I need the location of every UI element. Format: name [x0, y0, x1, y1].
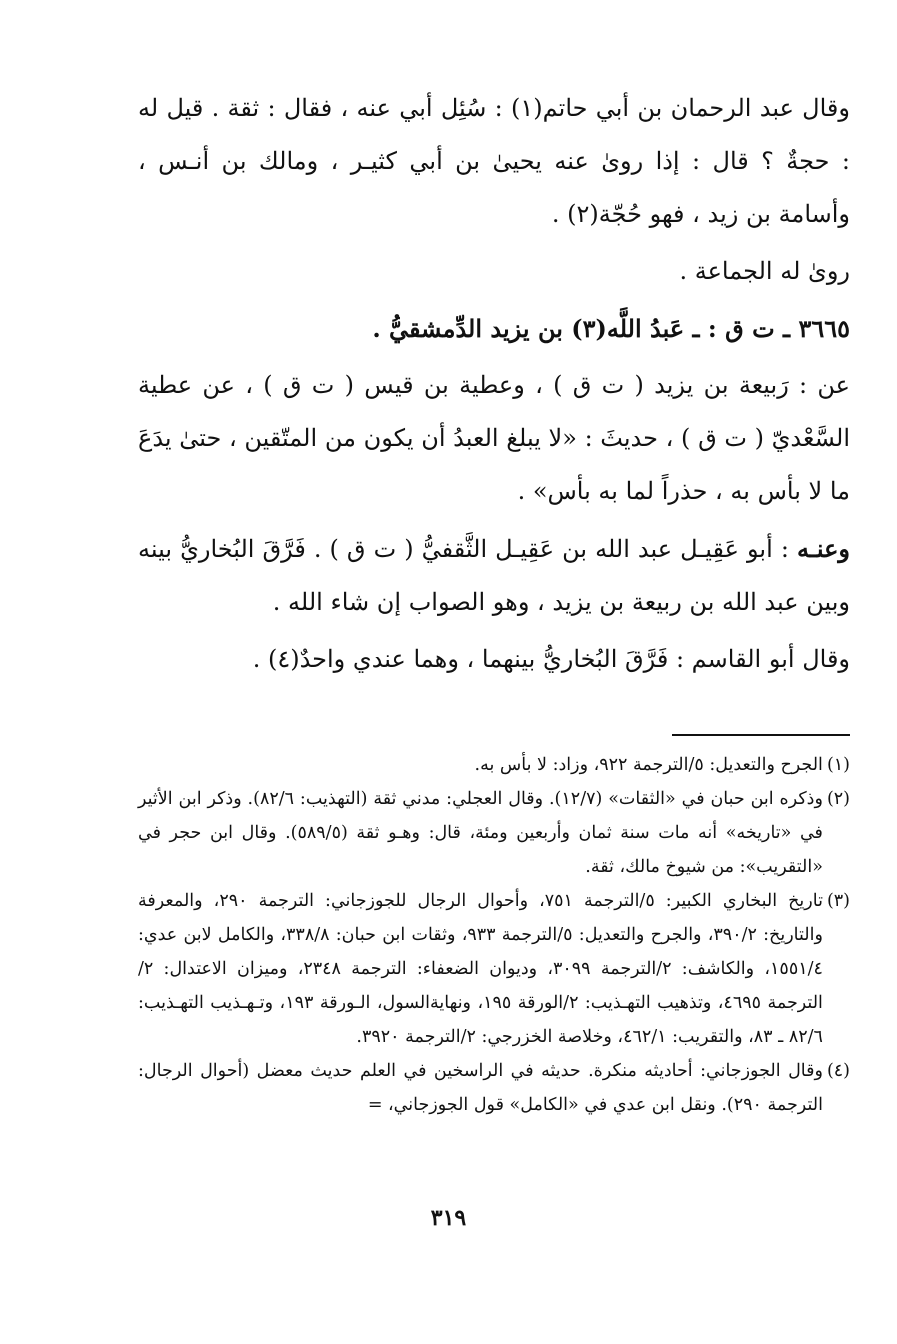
footnotes [138, 748, 850, 1122]
footnote-text: وقال الجوزجاني: أحاديثه منكرة. حديثه في الراسخين في العلم حديث معضل (أحوال الرجال: الترجمة ٢٩٠). ونقل ابن عدي في «الكامل» قول الجوزجاني، = [138, 1061, 823, 1115]
paragraph-an: عن : رَبيعة بن يزيد ( ت ق ) ، وعطية بن قيس ( ت ق ) ، عن عطية السَّعْديّ ( ت ق ) ، حديثَ : «لا يبلغ العبدُ أن يكون من المتّقين ، حتىٰ يدَعَ ما لا بأس به ، حذراً لما به بأس» . [138, 371, 850, 505]
footnote-number: (٣) [826, 891, 850, 911]
footnote-number: (١) [826, 755, 850, 775]
entry-heading: ٣٦٦٥ ـ ت ق : ـ عَبدُ اللَّه(٣) بن يزيد الدِّمشقيُّ . [372, 314, 850, 343]
paragraph-jamaa: روىٰ له الجماعة . [679, 257, 850, 285]
page-number: ٣١٩ [430, 1205, 467, 1231]
anhu-label: وعنـه [796, 534, 850, 563]
footnote-1 [138, 748, 850, 782]
main-text [138, 82, 850, 686]
footnote-number: (٢) [826, 789, 850, 809]
footnote-4 [138, 1054, 850, 1122]
footnote-3 [138, 884, 850, 1054]
anhu-text: : أبو عَقِيـل عبد الله بن عَقِيـل الثَّقفيُّ ( ت ق ) . فَرَّقَ البُخاريُّ بينه وبين عبد الله بن ربيعة بن يزيد ، وهو الصواب إن شاء الله . [138, 535, 850, 616]
paragraph-abi-hatim: وقال عبد الرحمان بن أبي حاتم(١) : سُئِل أبي عنه ، فقال : ثقة . قيل له : حجةٌ ؟ قال : إذا روىٰ عنه يحيىٰ بن أبي كثيـر ، ومالك بن أنـس ، وأسامة بن زيد ، فهو حُجّة(٢) . [138, 94, 850, 228]
footnote-text: الجرح والتعديل: ٥/الترجمة ٩٢٢، وزاد: لا بأس به. [474, 755, 823, 775]
footnote-text: تاريخ البخاري الكبير: ٥/الترجمة ٧٥١، وأحوال الرجال للجوزجاني: الترجمة ٢٩٠، والمعرفة والتاريخ: ٣٩٠/٢، والجرح والتعديل: ٥/الترجمة ٩٣٣، وثقات ابن حبان: ٣٣٨/٨، والكامل لابن عدي: ١٥٥١/٤، والكاشف: ٢/الترجمة ٣٠٩٩، وديوان الضعفاء: الترجمة ٢٣٤٨، وميزان الاعتدال: ٢/الترجمة ٤٦٩٥، وتذهيب التهـذيب: ٢/الورقة ١٩٥، ونهايةالسول، الـورقة ١٩٣، وتـهـذيب التهـذيب: ٨٢/٦ ـ ٨٣، والتقريب: ٤٦٢/١، وخلاصة الخزرجي: ٢/الترجمة ٣٩٢٠. [138, 891, 823, 1047]
footnote-separator [672, 734, 850, 736]
footnote-text: وذكره ابن حبان في «الثقات» (١٢/٧). وقال العجلي: مدني ثقة (التهذيب: ٨٢/٦). وذكر ابن الأثير في «تاريخه» أنه مات سنة ثمان وأربعين ومئة، قال: وهـو ثقة (٥٨٩/٥). وقال ابن حجر في «التقريب»: من شيوخ مالك، ثقة. [138, 789, 823, 877]
footnote-number: (٤) [826, 1061, 850, 1081]
paragraph-abu-qasim: وقال أبو القاسم : فَرَّقَ البُخاريُّ بينهما ، وهما عندي واحدٌ(٤) . [252, 645, 850, 673]
paragraph-anhu [138, 522, 850, 629]
footnote-2 [138, 782, 850, 884]
